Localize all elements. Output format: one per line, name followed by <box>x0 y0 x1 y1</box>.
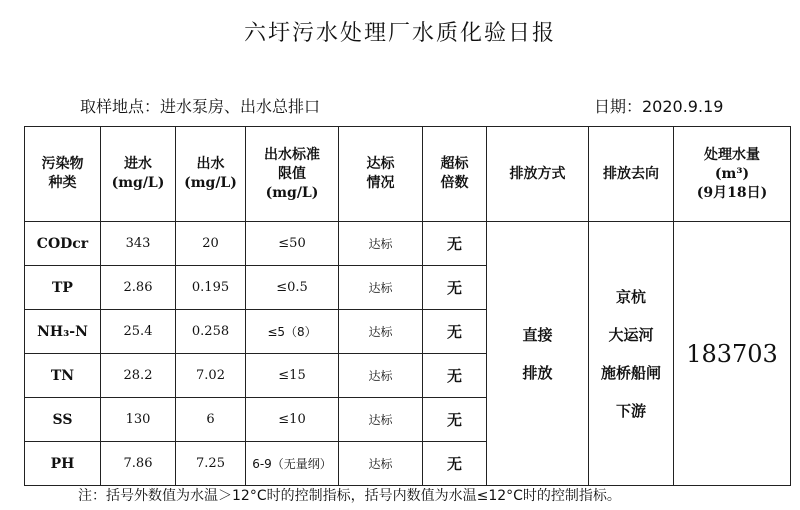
limit-cell: ≤5（8） <box>246 310 339 354</box>
discharge-destination-cell: 京杭 大运河 施桥船闸 下游 <box>589 222 674 486</box>
inflow-cell: 7.86 <box>101 442 176 486</box>
header-volume: 处理水量 (m³) (9月18日) <box>674 127 791 222</box>
limit-cell: ≤10 <box>246 398 339 442</box>
outflow-cell: 20 <box>176 222 246 266</box>
limit-cell: ≤0.5 <box>246 266 339 310</box>
table-header-row <box>25 127 791 222</box>
exceed-cell: 无 <box>423 222 487 266</box>
header-outflow: 出水 (mg/L) <box>176 127 246 222</box>
inflow-cell: 343 <box>101 222 176 266</box>
header-species: 污染物 种类 <box>25 127 101 222</box>
header-exceed: 超标 倍数 <box>423 127 487 222</box>
treated-volume-cell: 183703 <box>674 222 791 486</box>
header-discharge-dest: 排放去向 <box>589 127 674 222</box>
inflow-cell: 2.86 <box>101 266 176 310</box>
outflow-cell: 0.195 <box>176 266 246 310</box>
inflow-cell: 130 <box>101 398 176 442</box>
outflow-cell: 7.25 <box>176 442 246 486</box>
header-inflow: 进水 (mg/L) <box>101 127 176 222</box>
header-discharge-method: 排放方式 <box>487 127 589 222</box>
inflow-cell: 28.2 <box>101 354 176 398</box>
species-cell: TN <box>25 354 101 398</box>
compliance-cell: 达标 <box>339 310 423 354</box>
table-row <box>25 222 791 266</box>
report-date: 日期：2020.9.19 <box>594 97 724 116</box>
outflow-cell: 7.02 <box>176 354 246 398</box>
exceed-cell: 无 <box>423 354 487 398</box>
exceed-cell: 无 <box>423 266 487 310</box>
species-cell: NH₃-N <box>25 310 101 354</box>
footnote: 注：括号外数值为水温＞12°C时的控制指标，括号内数值为水温≤12°C时的控制指标。 <box>78 488 621 504</box>
species-cell: CODcr <box>25 222 101 266</box>
outflow-cell: 0.258 <box>176 310 246 354</box>
exceed-cell: 无 <box>423 442 487 486</box>
report-title: 六圩污水处理厂水质化验日报 <box>243 21 556 46</box>
limit-cell: 6-9（无量纲） <box>246 442 339 486</box>
species-cell: PH <box>25 442 101 486</box>
header-limit: 出水标准 限值 (mg/L) <box>246 127 339 222</box>
compliance-cell: 达标 <box>339 442 423 486</box>
water-quality-table <box>24 126 791 486</box>
sampling-location: 取样地点：进水泵房、出水总排口 <box>80 97 321 116</box>
compliance-cell: 达标 <box>339 354 423 398</box>
limit-cell: ≤50 <box>246 222 339 266</box>
compliance-cell: 达标 <box>339 222 423 266</box>
exceed-cell: 无 <box>423 398 487 442</box>
species-cell: TP <box>25 266 101 310</box>
compliance-cell: 达标 <box>339 398 423 442</box>
species-cell: SS <box>25 398 101 442</box>
header-compliance: 达标 情况 <box>339 127 423 222</box>
limit-cell: ≤15 <box>246 354 339 398</box>
outflow-cell: 6 <box>176 398 246 442</box>
discharge-method-cell: 直接 排放 <box>487 222 589 486</box>
exceed-cell: 无 <box>423 310 487 354</box>
compliance-cell: 达标 <box>339 266 423 310</box>
inflow-cell: 25.4 <box>101 310 176 354</box>
